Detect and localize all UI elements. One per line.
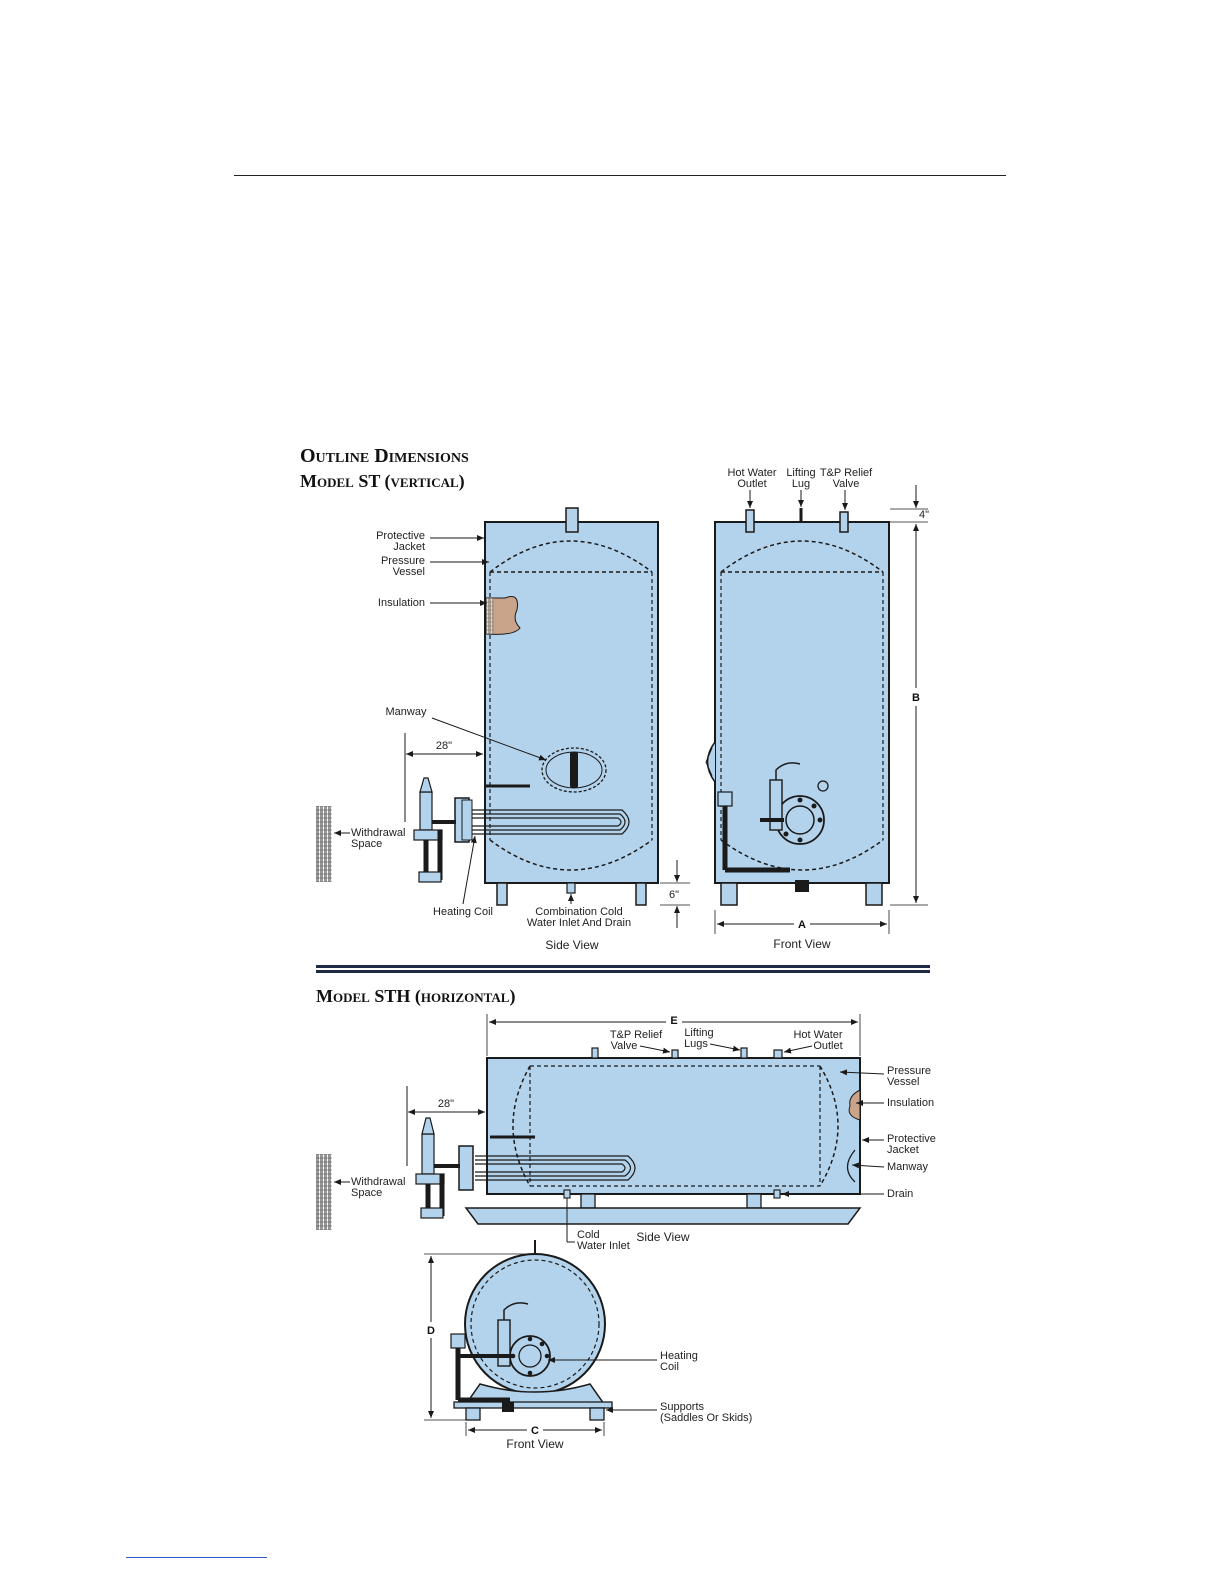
sth-label-cold-water-inlet: Cold bbox=[577, 1229, 600, 1241]
st-label-hot-water-outlet: Hot Water bbox=[727, 467, 777, 479]
sth-label-tp-relief-valve: T&P Relief bbox=[609, 1029, 663, 1041]
sth-label-insulation: Insulation bbox=[887, 1097, 935, 1109]
st-hot-water-outlet bbox=[746, 510, 754, 532]
svg-text:Lugs: Lugs bbox=[684, 1038, 708, 1050]
sth-label-manway: Manway bbox=[887, 1161, 928, 1173]
svg-text:Valve: Valve bbox=[832, 478, 860, 490]
st-withdrawal-wall bbox=[316, 806, 332, 882]
svg-text:Vessel: Vessel bbox=[392, 566, 425, 578]
st-label-protective-jacket: Protective bbox=[376, 530, 425, 542]
st-label-tp-relief-valve: T&P Relief bbox=[819, 467, 873, 479]
svg-text:Space: Space bbox=[351, 838, 383, 850]
sth-dim-e: E bbox=[670, 1015, 678, 1027]
st-dim-4: 4" bbox=[919, 509, 930, 521]
st-label-combination-inlet: Combination Cold bbox=[535, 906, 623, 918]
st-side-drain bbox=[567, 883, 575, 893]
st-label-withdrawal-space: Withdrawal bbox=[351, 827, 406, 839]
st-label-heating-coil: Heating Coil bbox=[433, 906, 493, 918]
svg-text:Water Inlet And Drain: Water Inlet And Drain bbox=[526, 917, 632, 929]
st-front-leg-right bbox=[866, 883, 882, 905]
st-dim-a: A bbox=[798, 919, 806, 931]
sth-label-pressure-vessel: Pressure bbox=[887, 1065, 932, 1077]
svg-text:Space: Space bbox=[351, 1187, 383, 1199]
sth-dim-d: D bbox=[427, 1325, 435, 1337]
model-st-heading: Model ST (vertical) bbox=[300, 471, 465, 491]
svg-text:(Saddles Or Skids): (Saddles Or Skids) bbox=[660, 1412, 753, 1424]
sth-side-tank bbox=[487, 1058, 860, 1194]
st-label-manway: Manway bbox=[385, 706, 427, 718]
sth-label-lifting-lugs: Lifting bbox=[684, 1027, 714, 1039]
sth-label-drain: Drain bbox=[887, 1188, 914, 1200]
sth-label-heating-coil: Heating bbox=[660, 1350, 698, 1362]
sth-cold-water-inlet bbox=[564, 1190, 570, 1198]
st-label-lifting-lug: Lifting bbox=[786, 467, 816, 479]
st-tp-relief-valve bbox=[840, 512, 848, 532]
sth-dim-c: C bbox=[531, 1425, 539, 1437]
st-dim-6: 6" bbox=[668, 889, 680, 901]
st-side-leg-left bbox=[497, 883, 507, 905]
st-front-view-caption: Front View bbox=[773, 937, 831, 951]
svg-text:Jacket: Jacket bbox=[393, 541, 425, 553]
sth-label-protective-jacket: Protective bbox=[887, 1133, 936, 1145]
footer-link-rule bbox=[126, 1557, 267, 1558]
svg-text:Outlet: Outlet bbox=[813, 1040, 843, 1052]
st-side-tank bbox=[485, 522, 658, 883]
st-front-leg-left bbox=[721, 883, 737, 905]
svg-text:Vessel: Vessel bbox=[887, 1076, 920, 1088]
st-side-view-caption: Side View bbox=[545, 938, 599, 952]
st-side-top-nozzle bbox=[566, 508, 578, 532]
svg-text:Lug: Lug bbox=[791, 478, 811, 490]
sth-tp-relief-valve bbox=[672, 1050, 678, 1058]
sth-label-withdrawal-space: Withdrawal bbox=[351, 1176, 406, 1188]
sth-hot-water-outlet bbox=[774, 1050, 782, 1058]
sth-front-view-caption: Front View bbox=[506, 1437, 564, 1451]
svg-text:Coil: Coil bbox=[660, 1361, 679, 1373]
st-dim-b: B bbox=[912, 692, 920, 704]
svg-text:Jacket: Jacket bbox=[887, 1144, 919, 1156]
model-sth-heading: Model STH (horizontal) bbox=[316, 986, 516, 1006]
section-divider bbox=[316, 965, 930, 968]
sth-drain bbox=[774, 1190, 780, 1198]
svg-text:Valve: Valve bbox=[610, 1040, 638, 1052]
sth-skid bbox=[466, 1208, 860, 1224]
main-heading: Outline Dimensions bbox=[300, 445, 469, 467]
st-label-insulation: Insulation bbox=[377, 597, 425, 609]
svg-text:Water Inlet: Water Inlet bbox=[577, 1240, 630, 1252]
st-label-pressure-vessel: Pressure bbox=[380, 555, 425, 567]
sth-withdrawal-wall bbox=[316, 1154, 332, 1230]
sth-dim-28: 28" bbox=[437, 1098, 455, 1110]
svg-text:Outlet: Outlet bbox=[737, 478, 767, 490]
st-side-leg-right bbox=[636, 883, 646, 905]
st-dim-28: 28" bbox=[435, 740, 453, 752]
sth-side-view-caption: Side View bbox=[636, 1230, 690, 1244]
sth-label-supports: Supports bbox=[660, 1401, 705, 1413]
sth-label-hot-water-outlet: Hot Water bbox=[793, 1029, 843, 1041]
